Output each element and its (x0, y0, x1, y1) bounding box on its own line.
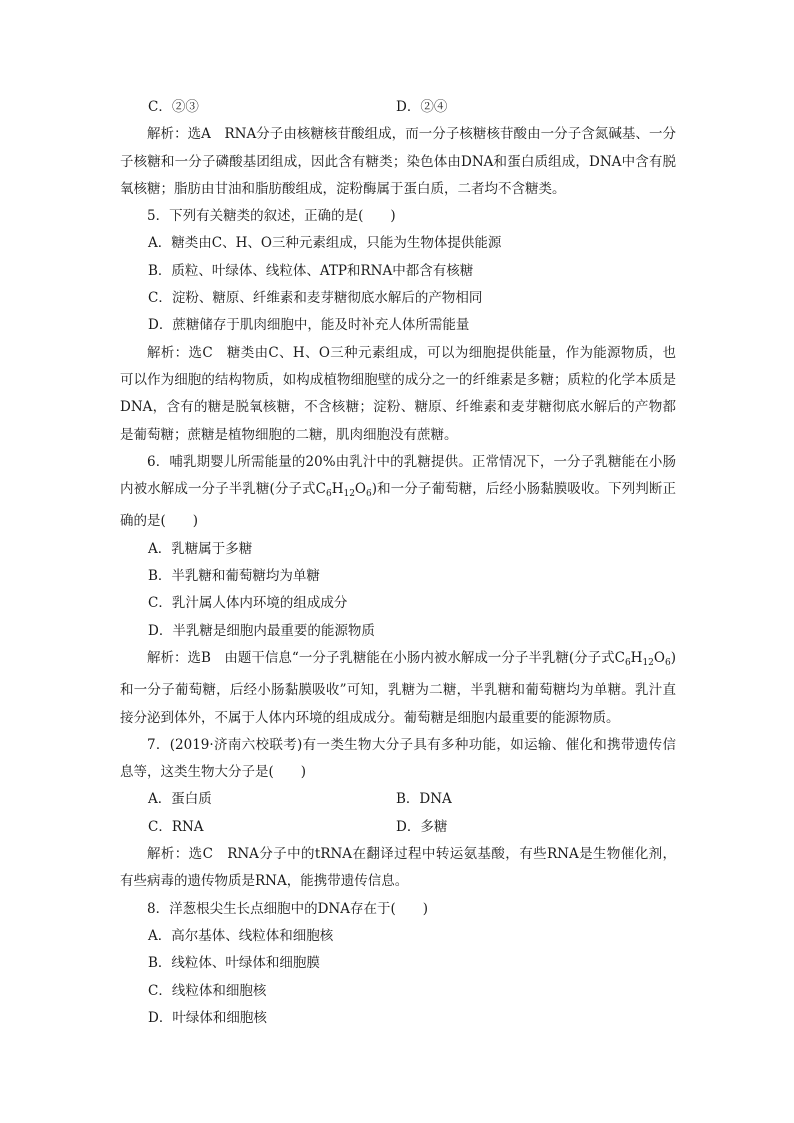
q6-option-c: C．乳汁属人体内环境的组成成分 (148, 595, 348, 612)
q7-option-a: A．蛋白质 (148, 791, 212, 808)
q8-option-c: C．线粒体和细胞核 (148, 982, 267, 999)
q7-option-b: B．DNA (396, 791, 452, 808)
q7-option-c: C．RNA (148, 818, 204, 835)
q6-option-b: B．半乳糖和葡萄糖均为单糖 (148, 568, 320, 585)
q5-stem: 5．下列有关糖类的叙述，正确的是( ) (147, 208, 396, 225)
q5-analysis: 解析：选C 糖类由C、H、O三种元素组成，可以为细胞提供能量，作为能源物质，也可以作为细胞的结构物质，如构成植物细胞壁的成分之一的纤维素是多糖；质粒的化学本质是DNA，含有的糖是脱氧核糖，不含核糖；淀粉、糖原、纤维素和麦芽糖彻底水解后的产物都是葡萄糖；蔗糖是植物细胞的二糖，肌肉细胞没有蔗糖。 (120, 344, 676, 443)
q4-analysis: 解析：选A RNA分子由核糖核苷酸组成，而一分子核糖核苷酸由一分子含氮碱基、一分子核糖和一分子磷酸基团组成，因此含有糖类；染色体由DNA和蛋白质组成，DNA中含有脱氧核糖；脂肪由甘油和脂肪酸组成，淀粉酶属于蛋白质，二者均不含糖类。 (120, 126, 676, 197)
q6-option-a: A．乳糖属于多糖 (148, 540, 253, 557)
q6-stem: 6．哺乳期婴儿所需能量的20%由乳汁中的乳糖提供。正常情况下，一分子乳糖能在小肠内被水解成一分子半乳糖(分子式$C_6H_{12}O_6$)和一分子葡萄糖，后经小肠黏膜吸收。下列判断正确的是( ) (120, 453, 676, 530)
q7-options-row-2 (120, 814, 676, 841)
q5-option-a: A．糖类由C、H、O三种元素组成，只能为生物体提供能源 (148, 235, 502, 252)
q7-option-d: D．多糖 (396, 818, 448, 835)
q5-option-b: B．质粒、叶绿体、线粒体、ATP和RNA中都含有核糖 (148, 262, 474, 279)
q7-options-row-1 (120, 786, 676, 813)
q8-option-a: A．高尔基体、线粒体和细胞核 (148, 927, 334, 944)
q6-analysis: 解析：选B 由题干信息“一分子乳糖能在小肠内被水解成一分子半乳糖(分子式$C_6H_{12}O_6$)和一分子葡萄糖，后经小肠黏膜吸收”可知，乳糖为二糖，半乳糖和葡萄糖均为单糖。乳汁直接分泌到体外，不属于人体内环境的组成成分。葡萄糖是细胞内最重要的能源物质。 (120, 649, 676, 726)
q7-stem: 7．(2019·济南六校联考)有一类生物大分子具有多种功能，如运输、催化和携带遗传信息等，这类生物大分子是( ) (120, 736, 676, 781)
q4-option-d: D．②④ (396, 99, 448, 115)
q8-option-b: B．线粒体、叶绿体和细胞膜 (148, 955, 320, 972)
q8-option-d: D．叶绿体和细胞核 (148, 1009, 267, 1026)
q4-options-row (120, 94, 676, 121)
q5-option-c: C．淀粉、糖原、纤维素和麦芽糖彻底水解后的产物相同 (148, 290, 483, 307)
q7-analysis: 解析：选C RNA分子中的tRNA在翻译过程中转运氨基酸，有些RNA是生物催化剂，有些病毒的遗传物质是RNA，能携带遗传信息。 (120, 846, 676, 890)
document-content (120, 94, 676, 1032)
q4-option-c: C．②③ (148, 99, 199, 115)
q8-stem: 8．洋葱根尖生长点细胞中的DNA存在于( ) (147, 900, 429, 917)
q5-option-d: D．蔗糖储存于肌肉细胞中，能及时补充人体所需能量 (148, 317, 470, 334)
q6-option-d: D．半乳糖是细胞内最重要的能源物质 (148, 622, 375, 639)
